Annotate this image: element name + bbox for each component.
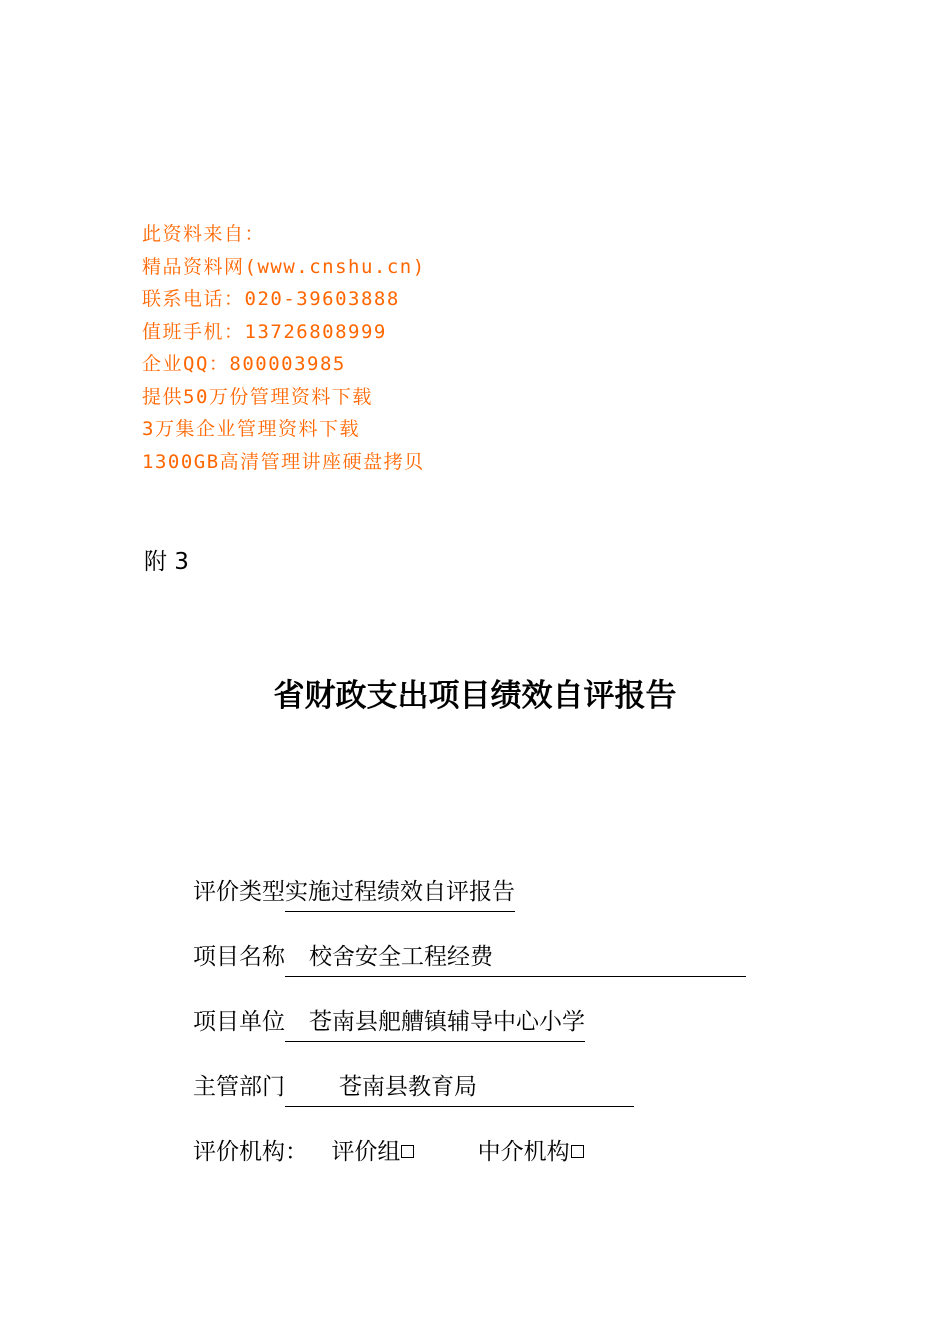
promo-line: 联系电话：020-39603888 bbox=[142, 288, 400, 310]
project-unit-row bbox=[193, 1006, 585, 1040]
project-name-value: 校舍安全工程经费 bbox=[309, 944, 493, 970]
supervising-department-row bbox=[193, 1071, 634, 1105]
project-unit-field bbox=[285, 1006, 585, 1040]
promo-line: 企业QQ：800003985 bbox=[142, 353, 346, 375]
project-name-field bbox=[285, 941, 746, 975]
supervising-department-field bbox=[285, 1071, 634, 1105]
project-unit-label: 项目单位 bbox=[193, 1009, 285, 1035]
promo-line: 精品资料网(www.cnshu.cn) bbox=[142, 255, 426, 278]
evaluation-type-value: 实施过程绩效自评报告 bbox=[285, 876, 515, 910]
page-title: 省财政支出项目绩效自评报告 bbox=[273, 678, 677, 714]
supervising-department-label: 主管部门 bbox=[193, 1074, 285, 1100]
option-evaluation-group-label: 评价组 bbox=[331, 1139, 401, 1165]
evaluation-body-row bbox=[193, 1136, 584, 1170]
promo-line: 3万集企业管理资料下载 bbox=[142, 418, 360, 440]
promo-line: 值班手机：13726808999 bbox=[142, 320, 387, 343]
intermediary-checkbox[interactable] bbox=[571, 1145, 584, 1158]
evaluation-body-label: 评价机构： bbox=[193, 1139, 308, 1165]
promo-line: 1300GB高清管理讲座硬盘拷贝 bbox=[142, 450, 425, 473]
supervising-department-value: 苍南县教育局 bbox=[339, 1074, 477, 1100]
evaluation-type-label: 评价类型 bbox=[193, 879, 285, 905]
promo-block bbox=[142, 218, 426, 478]
project-name-label: 项目名称 bbox=[193, 944, 285, 970]
evaluation-group-checkbox[interactable] bbox=[401, 1145, 414, 1158]
project-name-row bbox=[193, 941, 746, 975]
evaluation-type-row bbox=[193, 876, 515, 910]
promo-line: 此资料来自： bbox=[142, 223, 266, 245]
option-intermediary-label: 中介机构 bbox=[477, 1139, 570, 1165]
promo-line: 提供50万份管理资料下载 bbox=[142, 385, 373, 408]
project-unit-value: 苍南县舥艚镇辅导中心小学 bbox=[309, 1009, 585, 1035]
appendix-label: 附 3 bbox=[144, 549, 189, 575]
option-intermediary[interactable] bbox=[478, 1136, 584, 1168]
option-evaluation-group[interactable] bbox=[331, 1136, 414, 1168]
